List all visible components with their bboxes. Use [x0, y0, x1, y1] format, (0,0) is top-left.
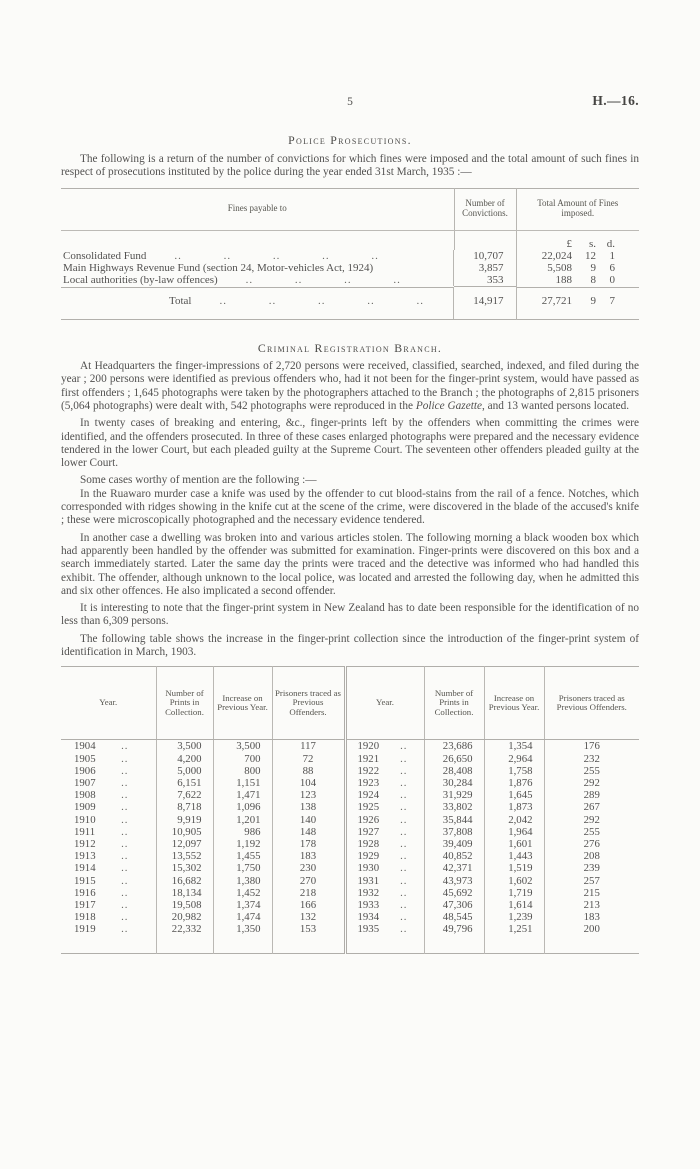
prints-left: 7,622	[156, 789, 213, 801]
fines-row-label-cell	[61, 262, 454, 274]
total-amount	[517, 287, 640, 319]
year-cell-left	[61, 838, 156, 850]
prints-left: 8,718	[156, 801, 213, 813]
dot-leader: ..	[121, 862, 129, 875]
dot-leader: ..	[121, 825, 129, 838]
prints-left: 18,134	[156, 887, 213, 899]
year-cell-right	[347, 826, 424, 838]
prisoners-left: 72	[302, 752, 314, 765]
prints-right: 39,409	[424, 838, 484, 850]
prints-right: 35,844	[424, 814, 484, 826]
prints-right: 47,306	[424, 899, 484, 911]
prisoners-left: 183	[299, 850, 317, 863]
fines-row-label-cell	[61, 250, 454, 262]
dot-leader: ..	[121, 898, 129, 911]
increase-left: 1,380	[213, 875, 272, 887]
table-row	[61, 777, 639, 789]
paragraph-headquarters	[61, 360, 639, 413]
table-row	[61, 887, 639, 899]
paragraph-breaking-entering: In twenty cases of breaking and entering, &c., finger-prints left by the offenders when committing the crimes were identified, and the offenders prosecuted. In three of these cases enlarged photographs were prepared and the necessary evidence tendered in the lower Court, but each pleaded guilty at the Supreme Court. The seventeen other offenders pleaded guilty at the lower Court.	[61, 417, 639, 470]
year-cell-right	[347, 814, 424, 826]
year-right: 1926	[357, 813, 380, 826]
year-cell-left	[61, 850, 156, 862]
year-cell-right	[347, 838, 424, 850]
fines-table-body	[61, 250, 639, 287]
increase-right: 1,251	[484, 923, 544, 953]
prisoners-left: 123	[299, 789, 317, 802]
prisoners-left: 138	[299, 801, 317, 814]
table-row	[61, 789, 639, 801]
year-cell-right	[347, 753, 424, 765]
prints-left: 12,097	[156, 838, 213, 850]
prisoners-right: 292	[583, 776, 600, 789]
fines-table	[61, 188, 639, 321]
prints-left: 22,332	[156, 923, 213, 953]
year-cell-left	[61, 899, 156, 911]
prints-right: 49,796	[424, 923, 484, 953]
fines-row-label: Consolidated Fund	[63, 249, 147, 262]
prints-left: 20,982	[156, 911, 213, 923]
year-cell-left	[61, 911, 156, 923]
total-convictions: 14,917	[454, 287, 516, 320]
year-cell-right	[347, 875, 424, 887]
prints-right: 33,802	[424, 801, 484, 813]
table-row	[61, 899, 639, 911]
year-right: 1929	[357, 850, 380, 863]
year-cell-left	[61, 789, 156, 801]
prints-right: 48,545	[424, 911, 484, 923]
year-left: 1906	[74, 764, 96, 777]
dot-leader: .. .. .. .. ..	[174, 249, 379, 262]
increase-right: 1,519	[484, 862, 544, 874]
year-left: 1911	[74, 825, 96, 838]
table-row	[61, 814, 639, 826]
increase-left: 1,151	[213, 777, 272, 789]
dot-leader: ..	[400, 837, 408, 850]
dot-leader: ..	[400, 789, 408, 802]
total-pounds: 27,721	[541, 294, 572, 307]
prints-right: 37,808	[424, 826, 484, 838]
table-row	[61, 862, 639, 874]
currency-headers	[517, 231, 640, 250]
year-left: 1912	[74, 837, 96, 850]
dot-leader: ..	[400, 801, 408, 814]
year-cell-right	[347, 777, 424, 789]
prints-right: 28,408	[424, 765, 484, 777]
year-right: 1920	[357, 740, 380, 753]
year-cell-left	[61, 862, 156, 874]
year-right: 1928	[357, 837, 380, 850]
paragraph-cases-worthy: Some cases worthy of mention are the following :—	[80, 474, 317, 487]
increase-left: 1,452	[213, 887, 272, 899]
amount-pence: 0	[609, 274, 615, 287]
prisoners-right: 292	[583, 813, 600, 826]
dot-leader: ..	[121, 740, 129, 753]
prisoners-right: 232	[583, 752, 600, 765]
year-left: 1918	[74, 911, 96, 924]
fines-row-convictions: 10,707	[454, 250, 516, 262]
dot-leader: ..	[121, 911, 129, 924]
prisoners-right: 255	[583, 825, 600, 838]
prisoners-right: 213	[583, 898, 600, 911]
increase-left: 1,192	[213, 838, 272, 850]
fp-col-header-year-right: Year.	[345, 667, 424, 740]
year-right: 1933	[357, 898, 380, 911]
increase-right: 1,876	[484, 777, 544, 789]
page-number: 5	[347, 96, 353, 108]
fingerprint-table-body	[61, 740, 639, 953]
amount-pounds: 5,508	[547, 262, 572, 274]
increase-right: 1,601	[484, 838, 544, 850]
paragraph-text: , and 13 wanted persons located.	[482, 400, 630, 412]
prisoners-right: 208	[583, 850, 600, 863]
fp-col-header-prints-left: Number of Prints in Collection.	[156, 667, 213, 740]
year-cell-right	[347, 740, 424, 752]
dot-leader: ..	[400, 752, 408, 765]
amount-pounds: 22,024	[541, 249, 572, 262]
dot-leader: ..	[400, 850, 408, 863]
year-cell-right	[347, 923, 424, 935]
paragraph-table-intro: The following table shows the increase in the finger-print collection since the introduction of the finger-print system of identification in March, 1903.	[61, 632, 639, 659]
year-right: 1930	[357, 862, 380, 875]
year-cell-right	[347, 765, 424, 777]
year-right: 1923	[357, 776, 380, 789]
fines-table-header	[61, 188, 639, 230]
fines-row-amount	[517, 274, 640, 286]
prisoners-right: 215	[583, 886, 600, 899]
total-shillings: 9	[590, 294, 596, 307]
year-cell-left	[61, 887, 156, 899]
prints-left: 6,151	[156, 777, 213, 789]
year-cell-right	[347, 911, 424, 923]
year-cell-left	[61, 765, 156, 777]
shillings-label: s.	[588, 237, 596, 250]
year-right: 1922	[357, 764, 380, 777]
prints-left: 4,200	[156, 753, 213, 765]
increase-right: 1,239	[484, 911, 544, 923]
dot-leader: ..	[400, 862, 408, 875]
fines-col-header-payable: Fines payable to	[61, 188, 454, 230]
increase-right: 1,354	[484, 740, 544, 753]
fp-col-header-prisoners-right: Prisoners traced as Previous Offenders.	[544, 667, 639, 740]
amount-shillings: 12	[585, 249, 596, 262]
prints-left: 19,508	[156, 899, 213, 911]
paragraph-dwelling-case: In another case a dwelling was broken into and various articles stolen. The following morning a black wooden box which had apparently been handled by the offender was submitted for examination. Finger-prints were discovered on this box and a search immediately started. Later the same day the prints were traced and the detective was informed who had handled this exhibit. The offender, although unknown to the local police, was located and arrested the following day, when he admitted this and six other offences. He also implicated a second offender.	[61, 531, 639, 597]
dot-leader: ..	[400, 886, 408, 899]
fines-row-label-cell	[61, 274, 454, 286]
prisoners-left: 153	[299, 923, 317, 936]
fingerprint-table	[61, 666, 639, 953]
pounds-symbol: £	[566, 237, 572, 250]
fp-col-header-year-left: Year.	[61, 667, 156, 740]
prints-left: 9,919	[156, 814, 213, 826]
increase-left: 986	[213, 826, 272, 838]
year-cell-left	[61, 740, 156, 752]
fp-col-header-increase-left: Increase on Previous Year.	[213, 667, 272, 740]
dot-leader: ..	[121, 801, 129, 814]
year-left: 1914	[74, 862, 96, 875]
year-right: 1925	[357, 801, 380, 814]
prints-right: 26,650	[424, 753, 484, 765]
year-cell-left	[61, 777, 156, 789]
total-pence: 7	[609, 294, 615, 307]
year-left: 1907	[74, 776, 96, 789]
prisoners-left: 88	[302, 764, 314, 777]
section-heading-criminal-registration: Criminal Registration Branch.	[257, 341, 443, 356]
year-cell-left	[61, 875, 156, 887]
prisoners-right: 239	[583, 862, 600, 875]
year-cell-left	[61, 826, 156, 838]
increase-left: 1,350	[213, 923, 272, 953]
dot-leader: ..	[400, 764, 408, 777]
increase-right: 1,719	[484, 887, 544, 899]
increase-right: 1,443	[484, 850, 544, 862]
paragraph-intro: The following is a return of the number of convictions for which fines were imposed and the total amount of such fines in respect of prosecutions instituted by the police during the year ended 31st March, 1935 :—	[61, 153, 639, 179]
year-left: 1915	[74, 874, 96, 887]
increase-right: 1,758	[484, 765, 544, 777]
year-left: 1909	[74, 801, 96, 814]
year-left: 1917	[74, 898, 96, 911]
fingerprint-table-header	[61, 667, 639, 740]
prisoners-right: 257	[583, 874, 600, 887]
year-cell-right	[347, 899, 424, 911]
year-right: 1927	[357, 825, 380, 838]
section-heading-police-prosecutions: Police Prosecutions.	[288, 133, 412, 147]
prisoners-left: 166	[299, 898, 317, 911]
increase-left: 1,201	[213, 814, 272, 826]
total-label: Total	[169, 294, 192, 307]
prisoners-left: 270	[299, 874, 317, 887]
table-row	[61, 753, 639, 765]
prisoners-right: 200	[583, 923, 600, 936]
dot-leader: ..	[400, 898, 408, 911]
dot-leader: .. .. .. ..	[245, 274, 401, 287]
page-header	[61, 93, 639, 111]
increase-left: 1,471	[213, 789, 272, 801]
year-right: 1932	[357, 886, 380, 899]
prints-left: 5,000	[156, 765, 213, 777]
prints-right: 45,692	[424, 887, 484, 899]
prints-left: 15,302	[156, 862, 213, 874]
increase-left: 700	[213, 753, 272, 765]
year-left: 1908	[74, 789, 96, 802]
dot-leader: ..	[121, 813, 129, 826]
dot-leader: ..	[400, 923, 408, 936]
dot-leader: ..	[121, 776, 129, 789]
increase-left: 1,455	[213, 850, 272, 862]
currency-header-row	[61, 230, 639, 250]
increase-left: 1,096	[213, 801, 272, 813]
table-row	[61, 740, 639, 753]
year-left: 1916	[74, 886, 96, 899]
increase-left: 800	[213, 765, 272, 777]
fines-row-amount	[517, 262, 640, 274]
dot-leader: ..	[400, 813, 408, 826]
year-right: 1921	[357, 752, 380, 765]
dot-leader: .. .. .. .. ..	[219, 294, 424, 307]
increase-right: 2,964	[484, 753, 544, 765]
fines-row-label: Local authorities (by-law offences)	[63, 274, 218, 287]
paragraph-identifications: It is interesting to note that the finger-print system in New Zealand has to date been responsible for the identification of no less than 6,309 persons.	[61, 602, 639, 628]
table-row	[61, 838, 639, 850]
fp-col-header-prisoners-left: Prisoners traced as Previous Offenders.	[272, 667, 345, 740]
prints-right: 42,371	[424, 862, 484, 874]
year-cell-right	[347, 801, 424, 813]
page-content	[61, 0, 639, 954]
fp-col-header-increase-right: Increase on Previous Year.	[484, 667, 544, 740]
prisoners-right: 183	[583, 911, 600, 924]
dot-leader: ..	[121, 752, 129, 765]
year-cell-left	[61, 814, 156, 826]
prints-left: 16,682	[156, 875, 213, 887]
prisoners-left: 230	[299, 862, 317, 875]
dot-leader: ..	[121, 837, 129, 850]
year-cell-left	[61, 801, 156, 813]
paragraph-ruawaro-case: In the Ruawaro murder case a knife was used by the offender to cut blood-stains from the rail of a fence. Notches, which corresponded with ridges showing in the knife cut at the scene of the crime, were discovered in the blade of the accused's knife ; these were microscopically photographed and the necessary evidence tendered.	[61, 487, 639, 527]
increase-right: 2,042	[484, 814, 544, 826]
prisoners-left: 117	[300, 740, 316, 753]
year-cell-left	[61, 923, 156, 935]
table-row	[61, 801, 639, 813]
amount-pence: 1	[609, 249, 615, 262]
table-row	[61, 923, 639, 953]
increase-right: 1,873	[484, 801, 544, 813]
prints-left: 13,552	[156, 850, 213, 862]
prints-left: 10,905	[156, 826, 213, 838]
year-right: 1934	[357, 911, 380, 924]
prisoners-left: 178	[299, 837, 317, 850]
fines-row	[61, 274, 639, 287]
prisoners-right: 289	[583, 789, 600, 802]
prisoners-left: 148	[299, 825, 317, 838]
prisoners-left: 140	[299, 813, 317, 826]
dot-leader: ..	[121, 850, 129, 863]
dot-leader: ..	[400, 776, 408, 789]
table-row	[61, 850, 639, 862]
year-right: 1931	[357, 874, 380, 887]
fines-row-convictions: 3,857	[454, 262, 516, 274]
paragraph-text: At Headquarters the finger-impressions of 2,720 persons were received, classified, searched, indexed, and filed during the year ; 200 persons were identified as previous offenders who, had it not been for the finger-print system, would have passed as first offenders ; 1,645 photographs were taken by the photographers attached to the Branch ; the photographs of 2,815 prisoners (5,064 photographs) were dealt with, 542 photographs were reproduced in the	[61, 360, 639, 412]
dot-leader: ..	[121, 764, 129, 777]
increase-left: 1,474	[213, 911, 272, 923]
fines-row	[61, 262, 639, 274]
year-left: 1919	[74, 923, 96, 936]
year-cell-right	[347, 789, 424, 801]
prisoners-right: 267	[583, 801, 600, 814]
year-left: 1913	[74, 850, 96, 863]
amount-pounds: 188	[555, 274, 572, 287]
increase-right: 1,602	[484, 875, 544, 887]
increase-left: 3,500	[213, 740, 272, 753]
year-cell-left	[61, 753, 156, 765]
dot-leader: ..	[400, 911, 408, 924]
dot-leader: ..	[400, 874, 408, 887]
prisoners-left: 218	[299, 886, 317, 899]
fines-row-label: Main Highways Revenue Fund (section 24, Motor-vehicles Act, 1924)	[63, 262, 374, 274]
prisoners-left: 132	[299, 911, 317, 924]
increase-right: 1,614	[484, 899, 544, 911]
prisoners-left: 104	[299, 776, 317, 789]
table-row	[61, 875, 639, 887]
dot-leader: ..	[121, 923, 129, 936]
table-row	[61, 911, 639, 923]
dot-leader: ..	[400, 825, 408, 838]
fines-col-header-amount: Total Amount of Fines imposed.	[516, 188, 639, 230]
prints-right: 43,973	[424, 875, 484, 887]
prisoners-right: 176	[583, 740, 600, 753]
fines-row	[61, 250, 639, 262]
document-reference: H.—16.	[592, 93, 639, 108]
prints-right: 23,686	[424, 740, 484, 753]
police-gazette-italic: Police Gazette	[415, 400, 482, 412]
increase-left: 1,750	[213, 862, 272, 874]
year-left: 1905	[74, 752, 96, 765]
pence-label: d.	[606, 237, 615, 250]
fines-row-amount	[517, 250, 640, 262]
dot-leader: ..	[121, 874, 129, 887]
prints-right: 40,852	[424, 850, 484, 862]
prints-right: 31,929	[424, 789, 484, 801]
prints-left: 3,500	[156, 740, 213, 753]
prints-right: 30,284	[424, 777, 484, 789]
amount-pence: 6	[609, 262, 615, 274]
year-left: 1910	[74, 813, 96, 826]
total-label-cell	[61, 287, 454, 319]
increase-right: 1,964	[484, 826, 544, 838]
year-cell-right	[347, 850, 424, 862]
fines-row-convictions: 353	[454, 274, 516, 287]
table-row	[61, 826, 639, 838]
amount-shillings: 8	[590, 274, 596, 287]
year-cell-right	[347, 862, 424, 874]
increase-left: 1,374	[213, 899, 272, 911]
increase-right: 1,645	[484, 789, 544, 801]
dot-leader: ..	[121, 886, 129, 899]
prisoners-right: 276	[583, 837, 600, 850]
year-left: 1904	[74, 740, 96, 753]
year-right: 1924	[357, 789, 380, 802]
amount-shillings: 9	[590, 262, 596, 274]
dot-leader: ..	[400, 740, 408, 753]
fines-total-row	[61, 287, 639, 320]
year-cell-right	[347, 887, 424, 899]
prisoners-right: 255	[583, 764, 600, 777]
table-row	[61, 765, 639, 777]
dot-leader: ..	[121, 789, 129, 802]
fines-total-section	[61, 287, 639, 320]
fp-col-header-prints-right: Number of Prints in Collection.	[424, 667, 484, 740]
year-right: 1935	[357, 923, 380, 936]
fines-col-header-convictions: Number of Convictions.	[454, 188, 516, 230]
